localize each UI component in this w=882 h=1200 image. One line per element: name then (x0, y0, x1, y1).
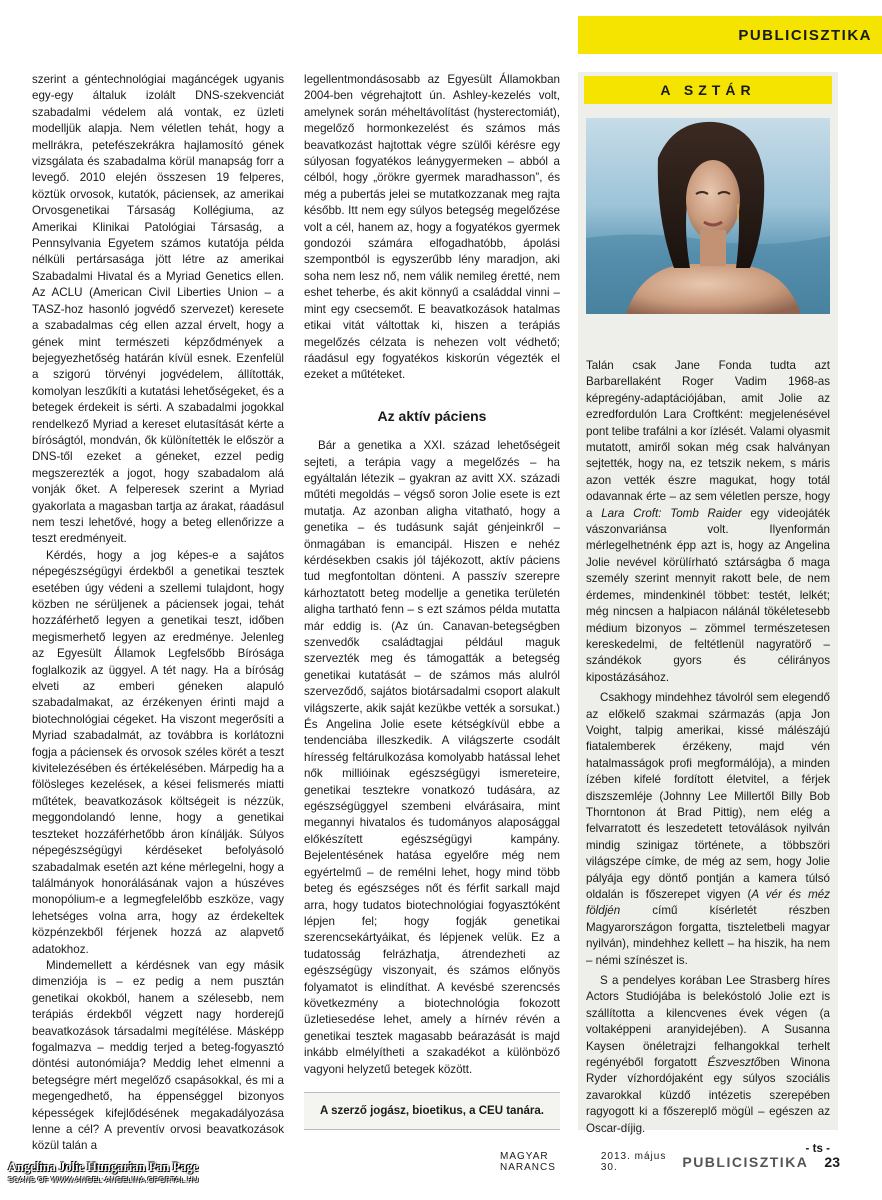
page-footer (500, 1150, 840, 1174)
star-photo (586, 118, 830, 314)
article-paragraph: Bár a genetika a XXI. század lehetőségeit sejteti, a terápia vagy a megelőzés – ha egyáltalán létezik – gyakran az avitt XX. századi műtéti megoldás – végső soron Jolie esete is ezt mutatja. Az azonban aligha vitatható, hogy a genetika – és tudásunk saját génjeinkről – önmagában is emancipál. Hiszen e nehéz kérdésekben csakis jól tájékozott, aktív páciens tud megfontoltan dönteni. A passzív szerepre kárhoztatott beteg modellje a genetika területén aligha tartható fenn – s ezt számos példa mutatta már eddig is. (Az ún. Canavan-betegségben szenvedők családtagjai például maguk szervezték meg és támogatták a betegség genetikai kutatását – de számos más alulról szerveződő, sajátos biotársadalmi csoport alakult világszerte, akik saját kezükbe vették a sorsukat.) És Angelina Jolie esete kétségkívül ebbe a tendenciába illeszkedik. A világszerte csodált híresség feltárulkozása komolyabb hatással lehet nők millióinak egészségügyi ismereteire, genetikai tesztekre vonatkozó tudására, az egészségüggyel szembeni elvárásaira, mint megannyi hivatalos és tudományos alaposággal előkészített egészségügyi kampány. Bejelentésének hatása egyelőre még nem egyértelmű – de remélni lehet, hogy mind több beteg és egészséges nőt és férfit sarkall majd arra, hogy tudatos biotechnológiai fogyasztóként lépjen fel; hogy fogják genetikai szerencsekártyáikat, és lépjenek velük. Ez a tudatosság felrázhatja, átrendezheti az egészségügy viszonyait, és számos előnyös folyamatot is elindíthat. A kevésbé szerencsés következmény a biotechnológia fokozott üzletiesedése lehet, amely a hírnév révén a genetikai tesztek magasabb beárazását is majd inkább elmélyítheti a szakadékot a különböző vagyoni helyzetű betegek között. (304, 439, 560, 1076)
author-signature: - ts - (805, 1142, 830, 1156)
sidebar-title-bar (584, 76, 832, 104)
article-paragraph: Kérdés, hogy a jog képes-e a sajátos népegészségügyi érdekből a genetikai tesztek esetében úgy védeni a szellemi tulajdont, hogy közben ne sérüljenek a páciensek jogai, tehát hozzáférhető legyen a genetikai teszt, időben megismerhető legyen az eredménye. Jelenleg az Egyesült Államok Legfelsőbb Bírósága foglalkozik az üggyel. A tét nagy. Ha a bíróság elveti az emberi géneken alapuló szabadalmakat, az érzékenyen érinti majd a biotechnológiai cégeket. Ha viszont megerősíti a Myriad szabadalmát, az továbbra is korlátozni fogja a páciensek és orvosok széles körét a teszt kivitelezésében és értékelésében. Márpedig ha a fölösleges kezelések, a kései felismerés miatti műtétek, beavatkozások költségeit is nézzük, meggondolandó lenne, hogy a genetikai teszteket hozzáférhetőbb áron kínálják. Súlyos népegészségügyi kérdéseket befolyásoló szabadalmak esetén azt kéne mérlegelni, hogy a találmányok honorálásának vajon a húszéves monopólium-e a legmegfelelőbb eszköze, vagy lehetséges volna arra, hogy az érdekeltek közpénzekből férjenek hozzá az alapvető adatokhoz. (32, 548, 284, 956)
section-header-tab (578, 16, 882, 54)
article-subheading: Az aktív páciens (377, 407, 487, 424)
article-column-1 (32, 72, 284, 1155)
sidebar-title: A SZTÁR (660, 82, 756, 98)
star-sidebar (578, 72, 838, 1156)
portrait-image (586, 118, 830, 314)
page-number: 23 (824, 1154, 840, 1170)
article-paragraph: Mindemellett a kérdésnek van egy másik dimenziója is – ez pedig a nem pusztán genetikai okokból, hanem a szélesebb, nem terápiás érdekből végzett nagy horderejű beavatkozások társadalmi megítélése. Másképp fogalmazva – meddig terjed a beteg-fogyasztó döntési autonómiája? Meddig lehet elmenni a betegségre mért megelőző csapásokkal, és mi a megengedhető, ha éppenséggel bizonyos képességek kifejlődésének megakadályozása lenne a cél? A preventív orvosi beavatkozások közül talán a (32, 958, 284, 1153)
article-paragraph: legellentmondásosabb az Egyesült Államokban 2004-ben végrehajtott ún. Ashley-kezelés volt, amelynek során méheltávolítást (hysterectomiát), megelőző hormonkezelést és számos más beavatkozást hajtottak végre szülői kérésre egy súlyosan fogyatékos leánygyermeken – abból a célból, hogy „örökre gyermek maradhasson”, és még a pubertás jelei se mutatkozzanak meg rajta később. Itt nem egy súlyos betegség megelőzése volt a cél, hanem az, hogy a fogyatékos gyermek gondozói számára elfogadhatóbb, ápolási szempontból is egyszerűbb lény maradjon, aki soha nem lesz nő, nem válik nemileg éretté, nem eshet teherbe, és akit könnyű a családdal vinni – mint egy csecsemőt. E beavatkozások hatalmas etikai vitát váltottak ki, hiszen a terápiás megelőzés célzata is nehezen volt védhető; ráadásul egy fogyatékos kiskorún végezték el ezeket a műtéteket. (304, 73, 560, 382)
sidebar-paragraph: S a pendelyes korában Lee Strasberg híres Actors Studiójába is belekóstoló Jolie ezt is szállította a kilencvenes évek végen (a voltaképpeni aranyidejében). A Susanna Kaysen önéletrajzi felhangokkal terhelt regényéből forgatott Észvesztőben Winona Ryder vízhordójaként egy súlyos szociális zavarokkal küzdő intézetis szerepében ragyogott ki a főszereplő mögül – egészen az Oscar-díjig. (586, 974, 830, 1135)
issue-date: 2013. május 30. (600, 1151, 667, 1173)
watermark-title: Angelina Jolie Hungarian Fan Page (8, 1160, 199, 1174)
article-paragraph: szerint a géntechnológiai magáncégek ugyanis egy-egy általuk izolált DNS-szekvenciát szabadalmi védelem alá vontak, ez üzleti modelljük alapja. Nem véletlen tehát, hogy a mellrákra, petefészekrákra hajlamosító gének vizsgálata és szabadalma körül manapság forr a levegő. 2010 elején összesen 19 felperes, köztük orvosok, kutatók, páciensek, az amerikai Orvosgenetikai Társaság Kollégiuma, az Amerikai Klinikai Patológiai Társaság, a Pennsylvania Egyetem számos kutatója példa nélküli pertársasága jött létre az amerikai Szabadalmi Hivatal és a Myriad Genetics ellen. Az ACLU (American Civil Liberties Union – a TASZ-hoz hasonló jogvédő szervezet) keresete a szabadalmas cég ellen azzal érvelt, hogy a gének mint természeti képződmények a bejegyezhetőség határán kívül esnek. Ezenfelül a szigorú törvényi jogvédelem, állították, komolyan leszűkíti a kutatási lehetőségeket, és a betegek érdekeit is sérti. A szabadalmi jogokkal rendelkező Myriad a kereset elutasítását kérte a bíróságtól, mondván, ők különítették le először a DNS-től ezeket a géneket, ezzel pedig megszerezték a jogot, hogy szabadalom alá vonják őket. A felperesek szerint a Myriad gyakorlata a magasban tartja az árakat, ráadásul nem teszi lehetővé, hogy a beteg ellenőrizze a teszt eredményeit. (32, 73, 284, 546)
magazine-name: MAGYAR NARANCS (500, 1151, 556, 1173)
author-note: A szerző jogász, bioetikus, a CEU tanára. (304, 1092, 560, 1130)
sidebar-paragraph: Csakhogy mindehhez távolról sem elegendő az előkelő szakmai származás (apja Jon Voight, talpig amerikai, kissé málészájú fiatalemberek érzékeny, majd vén hatalmasságok profi megformálója), a minden ízében kifelé fordított életvitel, a férjek diszszemléje (Johnny Lee Millertől Billy Bob Thorntonon át Brad Pittig), nem elég a felvarratott és leszedetett tetoválások nyilván mindig szinigaz története, a többszöri világszépe címke, de még az sem, hogy Jolie pályája egy döntő pontján a kamera túlsó oldalán is főszerepet vigyen (A vér és méz földjén című kísérletét részben Magyarországon forgatta, tiszteletbeli magyar nyilván), mindehhez kellett – ha hiszik, ha nem – némi színészet is. (586, 691, 830, 967)
article-column-2 (304, 72, 560, 1130)
watermark-subtitle: SCANS OF WWW.ANGEL-ANGELINA.GPORTAL.HU (8, 1175, 199, 1184)
section-label: PUBLICISZTIKA (738, 26, 872, 44)
sidebar-text (586, 358, 830, 1158)
footer-section: PUBLICISZTIKA (682, 1154, 809, 1170)
fan-page-watermark (8, 1160, 208, 1184)
sidebar-paragraph: Talán csak Jane Fonda tudta azt Barbarellaként Roger Vadim 1968-as képregény-adaptációjában, amit Jolie az ezredfordulón Lara Croftként: megjelenésével pont telibe trafálni a kor ízlését. Valami olyasmit mutatott, amiről sokan még csak halványan sejtették, hogy na, ez tetszik nekem, s máris azon vették észre magukat, hogy totál odavannak érte – az sem véletlen persze, hogy a Lara Croft: Tomb Raider egy videojáték vászonvariánsa volt. Ilyenformán mérlegelhetnénk épp azt is, hogy az Angelina Jolie nevével körülírható sztárságba ő maga személy szerint mennyit rakott bele, de nem érdemes, mindenkinél többet: testét, lelkét; még nincsen a halpiacon nálánál tökéletesebb médium bizonyos – zömmel természetesen kereskedelmi, de feltétlenül nagyratörő – szándékok gyors és célirányos kipostázásához. (586, 359, 831, 684)
